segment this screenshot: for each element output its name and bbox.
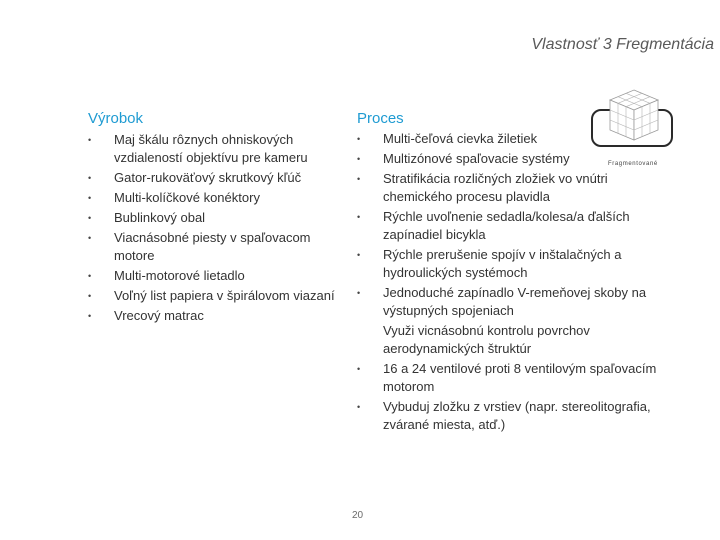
product-item [88, 131, 338, 167]
bullet-icon: • [357, 174, 361, 184]
fragmented-cube-icon [606, 88, 662, 142]
product-item-text: Viacnásobné piesty v spaľovacom motore [114, 230, 311, 263]
process-item-text: Rýchle prerušenie spojív v inštalačných a hydroulických systémoch [383, 247, 622, 280]
page-number: 20 [352, 510, 364, 521]
process-column-heading: Proces [357, 110, 404, 127]
process-item-text: Stratifikácia rozličných zložiek vo vnútri chemického procesu plavidla [383, 171, 608, 204]
process-item [357, 208, 657, 244]
bullet-icon: • [88, 173, 92, 183]
bullet-icon: • [357, 212, 361, 222]
process-item [357, 284, 657, 320]
process-bullet-list [357, 130, 657, 436]
process-item [357, 322, 657, 358]
bullet-icon: • [357, 134, 361, 144]
process-item-text: Vybuduj zložku z vrstiev (napr. stereolitografia, zvárané miesta, atď.) [383, 399, 651, 432]
product-item-text: Voľný list papiera v špirálovom viazaní [114, 288, 335, 303]
product-item-text: Multi-motorové lietadlo [114, 268, 245, 283]
bullet-icon: • [88, 311, 92, 321]
product-item [88, 287, 338, 305]
product-item [88, 307, 338, 325]
process-item-text: Multizónové spaľovacie systémy [383, 151, 570, 166]
product-item [88, 189, 338, 207]
process-item [357, 246, 657, 282]
product-item-text: Maj škálu rôznych ohniskových vzdialeností objektívu pre kameru [114, 132, 308, 165]
product-item [88, 209, 338, 227]
bullet-icon: • [88, 233, 92, 243]
process-item-text: Rýchle uvoľnenie sedadla/kolesa/a ďalších zapínadiel bicykla [383, 209, 630, 242]
process-item [357, 398, 657, 434]
process-item [357, 360, 657, 396]
process-item-text: Využi vicnásobnú kontrolu povrchov aerodynamických štruktúr [383, 323, 590, 356]
bullet-icon: • [357, 364, 361, 374]
bullet-icon: • [357, 250, 361, 260]
logo-caption: Fragmentované [608, 161, 658, 167]
product-item [88, 229, 338, 265]
product-item-text: Vrecový matrac [114, 308, 204, 323]
product-column-heading: Výrobok [88, 110, 144, 127]
bullet-icon: • [88, 193, 92, 203]
product-item-text: Gator-rukoväťový skrutkový kľúč [114, 170, 302, 185]
process-item-text: Multi-čeľová cievka žiletiek [383, 131, 538, 146]
bullet-icon: • [88, 291, 92, 301]
process-item-text: Jednoduché zapínadlo V-remeňovej skoby na výstupných spojeniach [383, 285, 647, 318]
bullet-icon: • [88, 135, 92, 145]
slide-title: Vlastnosť 3 Fregmentácia [531, 36, 714, 53]
product-item [88, 267, 338, 285]
process-item [357, 170, 657, 206]
bullet-icon: • [88, 213, 92, 223]
process-item-text: 16 a 24 ventilové proti 8 ventilovým spaľovacím motorom [383, 361, 657, 394]
product-item-text: Bublinkový obal [114, 210, 206, 225]
bullet-icon: • [357, 402, 361, 412]
product-item [88, 169, 338, 187]
bullet-icon: • [357, 288, 361, 298]
bullet-icon: • [357, 154, 361, 164]
bullet-icon: • [88, 271, 92, 281]
product-item-text: Multi-kolíčkové konéktory [114, 190, 260, 205]
product-bullet-list [88, 131, 338, 327]
